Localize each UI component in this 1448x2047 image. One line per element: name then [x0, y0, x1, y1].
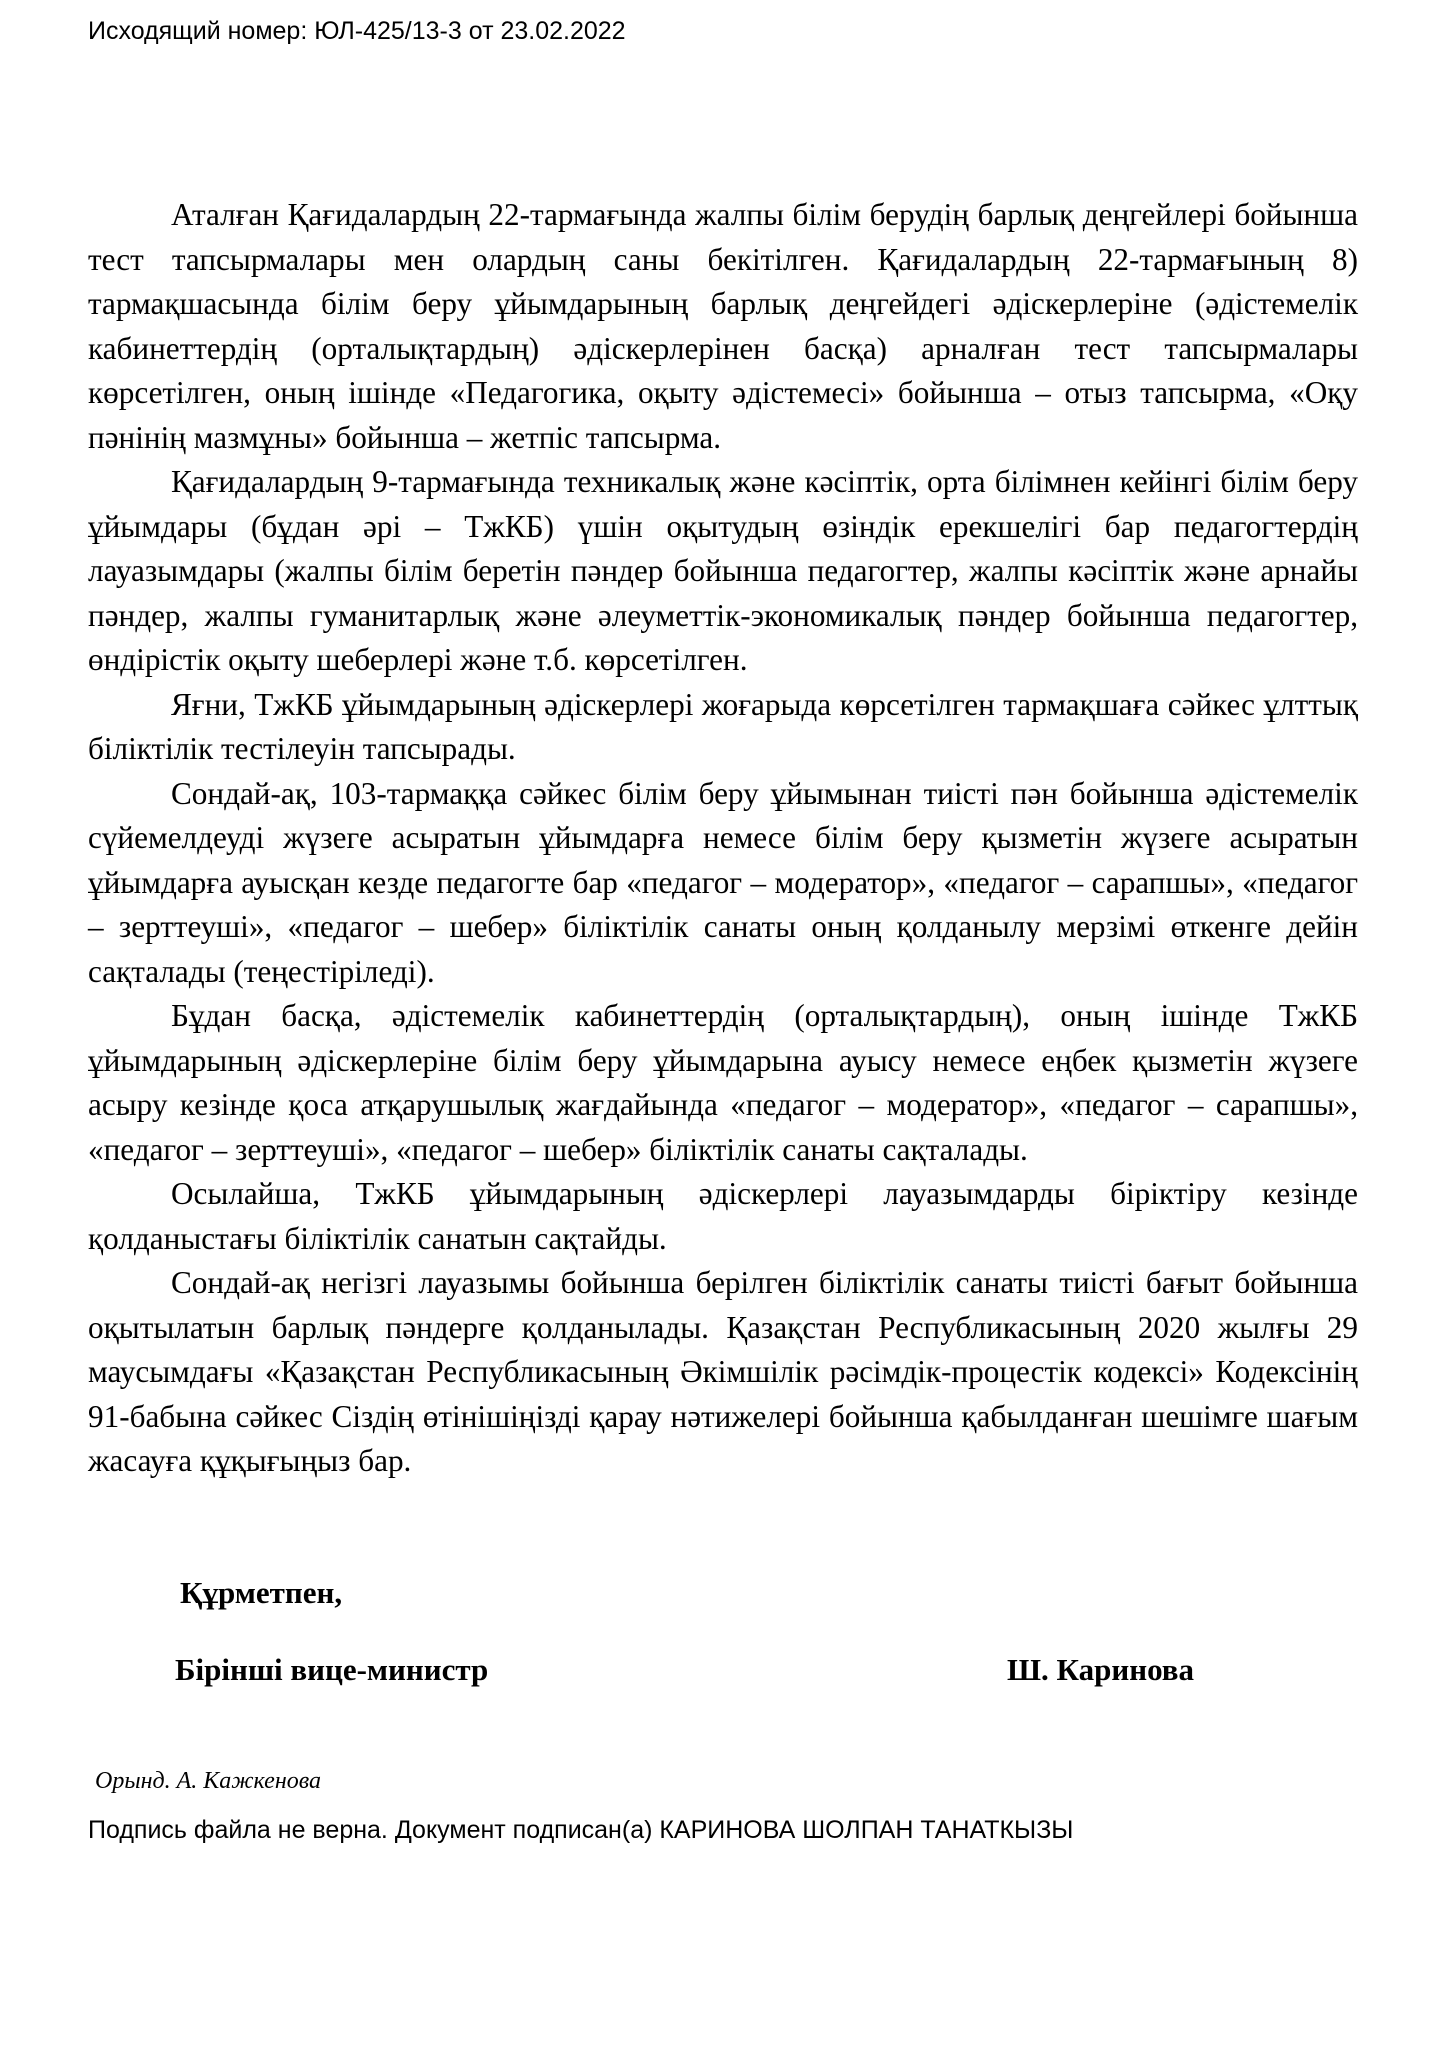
- paragraph-appeal-right: Сондай-ақ негізгі лауазымы бойынша берілген біліктілік санаты тиісті бағыт бойынша оқытылатын барлық пәндерге қолданылады. Қазақстан Республикасының 2020 жылғы 29 маусымдағы «Қазақстан Республикасының Әкімшілік рәсімдік-процестік кодексі» Кодексінің 91-бабына сәйкес Сіздің өтінішіңізді қарау нәтижелері бойынша қабылданған шешімге шағым жасауға құқығыңыз бар.: [88, 1265, 1358, 1478]
- paragraph-category-transfer: Сондай-ақ, 103-тармаққа сәйкес білім беру ұйымынан тиісті пән бойынша әдістемелік сүйемелдеуді жүзеге асыратын ұйымдарға немесе білім беру қызметін жүзеге асыратын ұйымдарға ауысқан кезде педагогте бар «педагог – модератор», «педагог – сарапшы», «педагог – зерттеуші», «педагог – шебер» біліктілік санаты оның қолданылу мерзімі өткенге дейін сақталады (теңестіріледі).: [88, 775, 1358, 989]
- outgoing-number: Исходящий номер: ЮЛ-425/13-3 от 23.02.2022: [88, 17, 626, 45]
- executor-note: Орынд. А. Кажкенова: [95, 1768, 321, 1794]
- signer-title: Бірінші вице-министр: [175, 1652, 489, 1687]
- paragraph-test-tasks: Аталған Қағидалардың 22-тармағында жалпы білім берудің барлық деңгейлері бойынша тест тапсырмалары мен олардың саны бекітілген. Қағидалардың 22-тармағының 8) тармақшасында білім беру ұйымдарының барлық деңгейдегі әдіскерлеріне (әдістемелік кабинеттердің (орталықтардың) әдіскерлерінен басқа) арналған тест тапсырмалары көрсетілген, оның ішінде «Педагогика, оқыту әдістемесі» бойынша – отыз тапсырма, «Оқу пәнінің мазмұны» бойынша – жетпіс тапсырма.: [88, 197, 1358, 455]
- closing-phrase: Құрметпен,: [180, 1575, 343, 1610]
- paragraph-tvet-positions: Қағидалардың 9-тармағында техникалық және кәсіптік, орта білімнен кейінгі білім беру ұйымдары (бұдан әрі – ТжКБ) үшін оқытудың өзіндік ерекшелігі бар педагогтердің лауазымдары (жалпы білім беретін пәндер бойынша педагогтер, жалпы кәсіптік және арнайы пәндер, жалпы гуманитарлық және әлеуметтік-экономикалық пәндер бойынша педагогтер, өндірістік оқыту шеберлері және т.б. көрсетілген.: [88, 464, 1358, 677]
- signature-status-note: Подпись файла не верна. Документ подписан(а) КАРИНОВА ШОЛПАН ТАНАТКЫЗЫ: [88, 1816, 1074, 1844]
- paragraph-methodologists-testing: Яғни, ТжКБ ұйымдарының әдіскерлері жоғарыда көрсетілген тармақшаға сәйкес ұлттық біліктілік тестілеуін тапсырады.: [88, 686, 1358, 766]
- paragraph-category-retained: Бұдан басқа, әдістемелік кабинеттердің (орталықтардың), оның ішінде ТжКБ ұйымдарының әдіскерлеріне білім беру ұйымдарына ауысу немесе еңбек қызметін жүзеге асыру кезінде қоса атқарушылық жағдайында «педагог – модератор», «педагог – сарапшы», «педагог – зерттеуші», «педагог – шебер» біліктілік санаты сақталады.: [88, 998, 1358, 1167]
- signer-name: Ш. Каринова: [1007, 1652, 1195, 1687]
- letter-body: [88, 193, 1358, 1484]
- paragraph-combining-positions: Осылайша, ТжКБ ұйымдарының әдіскерлері лауазымдарды біріктіру кезінде қолданыстағы біліктілік санатын сақтайды.: [88, 1176, 1358, 1256]
